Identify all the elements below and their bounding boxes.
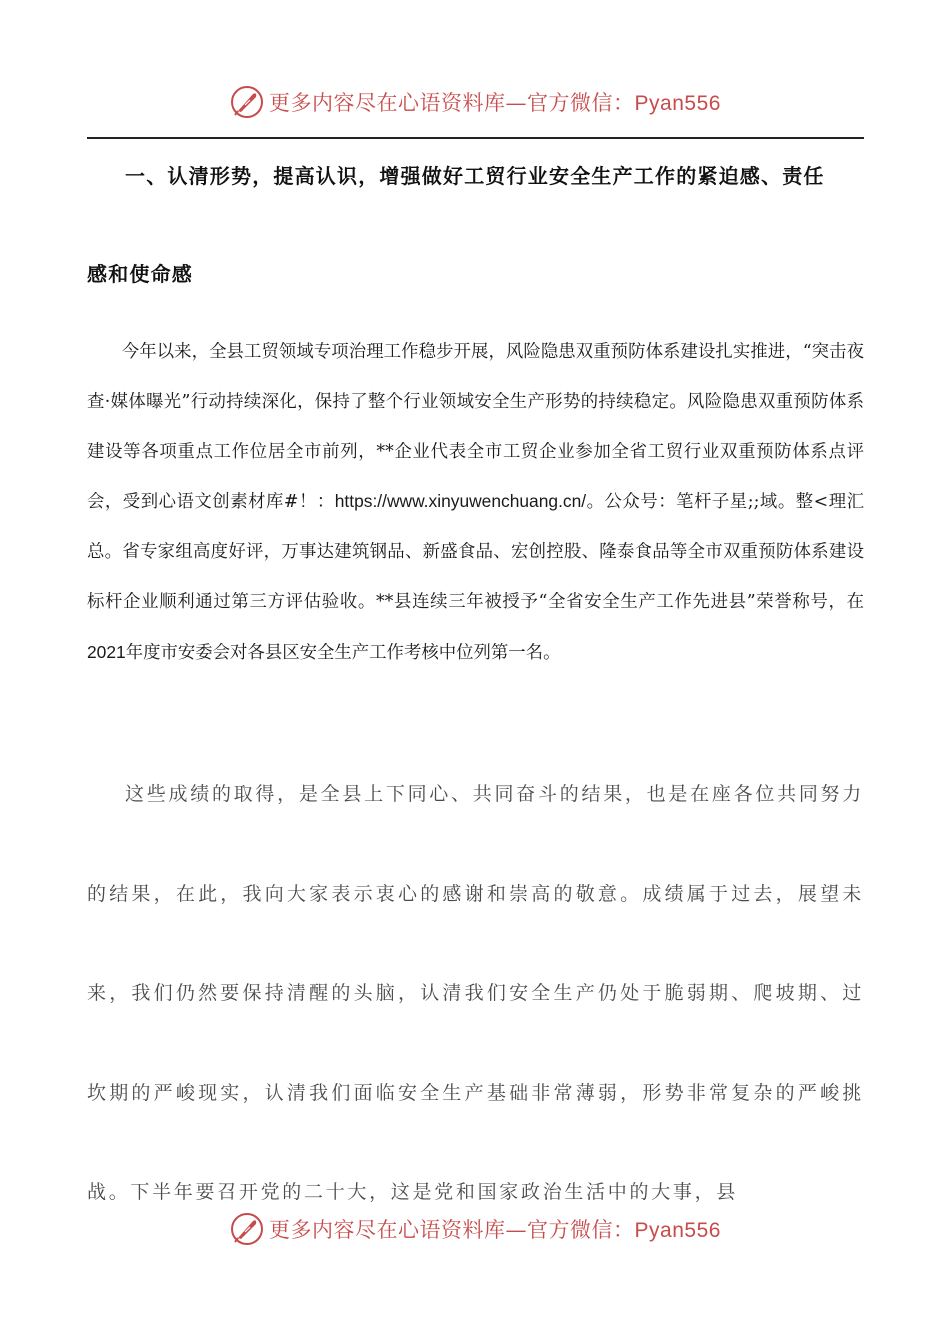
banner-text [269, 87, 721, 117]
paragraph-1-part-c: 年度市安委会对各县区安全生产工作考核中位列第一名。 [125, 642, 561, 663]
paragraph-1-part-a: 今年以来，全县工贸领域专项治理工作稳步开展，风险隐患双重预防体系建设扎实推进，“突击夜查·媒体曝光”行动持续深化，保持了整个行业领域安全生产形势的持续稳定。风险隐患双重预防体系建设等各项重点工作位居全市前列，**企业代表全市工贸企业参加全省工贸行业双重预防体系点评会，受到心语文创素材库#！： [87, 342, 864, 513]
banner-text [269, 1214, 721, 1244]
quill-pen-icon [229, 1211, 265, 1247]
banner-wechat-id: Pyan556 [634, 92, 721, 115]
body-paragraph-2: 这些成绩的取得，是全县上下同心、共同奋斗的结果，也是在座各位共同努力的结果，在此，我向大家表示衷心的感谢和崇高的敬意。成绩属于过去，展望未来，我们仍然要保持清醒的头脑，认清我们安全生产仍处于脆弱期、爬坡期、过坎期的严峻现实，认清我们面临安全生产基础非常薄弱，形势非常复杂的严峻挑战。下半年要召开党的二十大，这是党和国家政治生活中的大事，县 [87, 783, 864, 1203]
banner-separator: — [505, 91, 528, 115]
banner-wechat-label: 官方微信： [527, 91, 635, 115]
quill-pen-icon [229, 84, 265, 120]
section-heading-line2: 感和使命感 [87, 262, 193, 286]
banner-wechat-id: Pyan556 [634, 1219, 721, 1242]
paragraph-1-part-b: 。公众号：笔杆子星;;域。整<理汇总。省专家组高度好评，万事达建筑钢品、新盛食品、宏创控股、隆泰食品等全市双重预防体系建设标杆企业顺利通过第三方评估验收。**县连续三年被授予“全省安全生产工作先进县”荣誉称号，在 [87, 492, 864, 612]
banner-main-text: 更多内容尽在心语资料库 [269, 1218, 506, 1242]
body-paragraph-1 [87, 328, 864, 679]
section-heading-line1: 一、认清形势，提高认识，增强做好工贸行业安全生产工作的紧迫感、责任 [125, 164, 825, 188]
header-divider [87, 137, 864, 139]
paragraph-1-year: 2021 [87, 641, 126, 662]
paragraph-1-url: https://www.xinyuwenchuang.cn/ [334, 491, 587, 512]
banner-main-text: 更多内容尽在心语资料库 [269, 91, 506, 115]
banner-separator: — [505, 1218, 528, 1242]
header-banner [0, 82, 950, 122]
footer-banner [0, 1209, 950, 1249]
banner-wechat-label: 官方微信： [527, 1218, 635, 1242]
